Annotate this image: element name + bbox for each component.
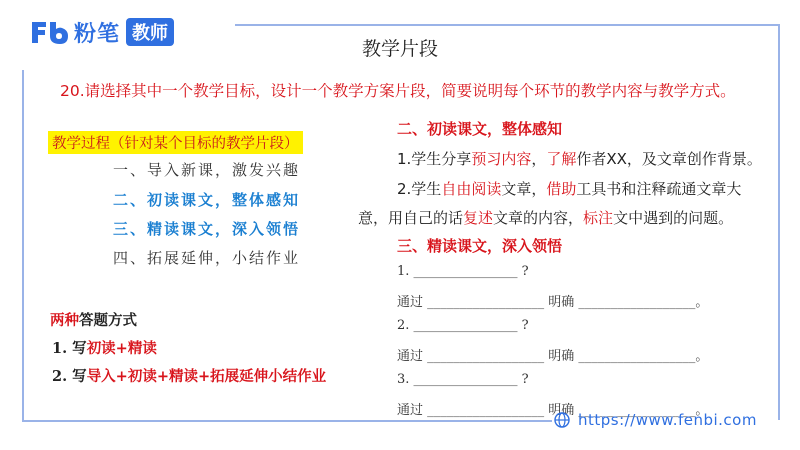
step-2: 二、初读课文，整体感知 bbox=[113, 191, 301, 209]
step-1: 一、导入新课，激发兴趣 bbox=[113, 161, 301, 179]
brand-name: 粉笔 bbox=[74, 21, 121, 47]
frame-bottom-line bbox=[22, 420, 552, 422]
blank-question-3: 3. ________________ ? bbox=[397, 372, 529, 387]
method-2: 2. 写导入+初读+精读+拓展延伸小结作业 bbox=[52, 368, 327, 385]
blank-answer-3: 通过 __________________ 明确 __________________。 bbox=[397, 403, 709, 418]
blank-question-1: 1. ________________ ? bbox=[397, 264, 529, 279]
blank-question-2: 2. ________________ ? bbox=[397, 318, 529, 333]
blank-answer-2: 通过 __________________ 明确 __________________。 bbox=[397, 349, 709, 364]
methods-title: 两种答题方式 bbox=[50, 312, 137, 329]
section-2-title: 二、初读课文，整体感知 bbox=[397, 120, 563, 138]
section-3-title: 三、精读课文，深入领悟 bbox=[397, 237, 563, 255]
frame-left-line bbox=[22, 70, 24, 422]
section-2-para-2b: 意，用自己的话复述文章的内容，标注文中遇到的问题。 bbox=[358, 209, 734, 227]
frame-top-line bbox=[235, 24, 780, 26]
step-3: 三、精读课文，深入领悟 bbox=[113, 220, 301, 238]
globe-icon bbox=[554, 412, 570, 428]
page-title: 教学片段 bbox=[361, 38, 438, 60]
blank-answer-1: 通过 __________________ 明确 __________________。 bbox=[397, 295, 709, 310]
method-1: 1. 写初读+精读 bbox=[52, 340, 157, 357]
frame-right-line bbox=[778, 24, 780, 420]
section-2-para-2a: 2.学生自由阅读文章，借助工具书和注释疏通文章大 bbox=[397, 180, 742, 198]
question-text: 20.请选择其中一个教学目标，设计一个教学方案片段，简要说明每个环节的教学内容与教学方式。 bbox=[60, 82, 736, 100]
footer-url[interactable] bbox=[554, 411, 757, 429]
process-title: 教学过程（针对某个目标的教学片段） bbox=[48, 131, 303, 154]
brand-badge: 教师 bbox=[126, 18, 174, 46]
step-4: 四、拓展延伸，小结作业 bbox=[113, 249, 301, 267]
footer-url-text[interactable]: https://www.fenbi.com bbox=[578, 411, 757, 429]
section-2-para-1: 1.学生分享预习内容，了解作者XX，及文章创作背景。 bbox=[397, 150, 762, 168]
